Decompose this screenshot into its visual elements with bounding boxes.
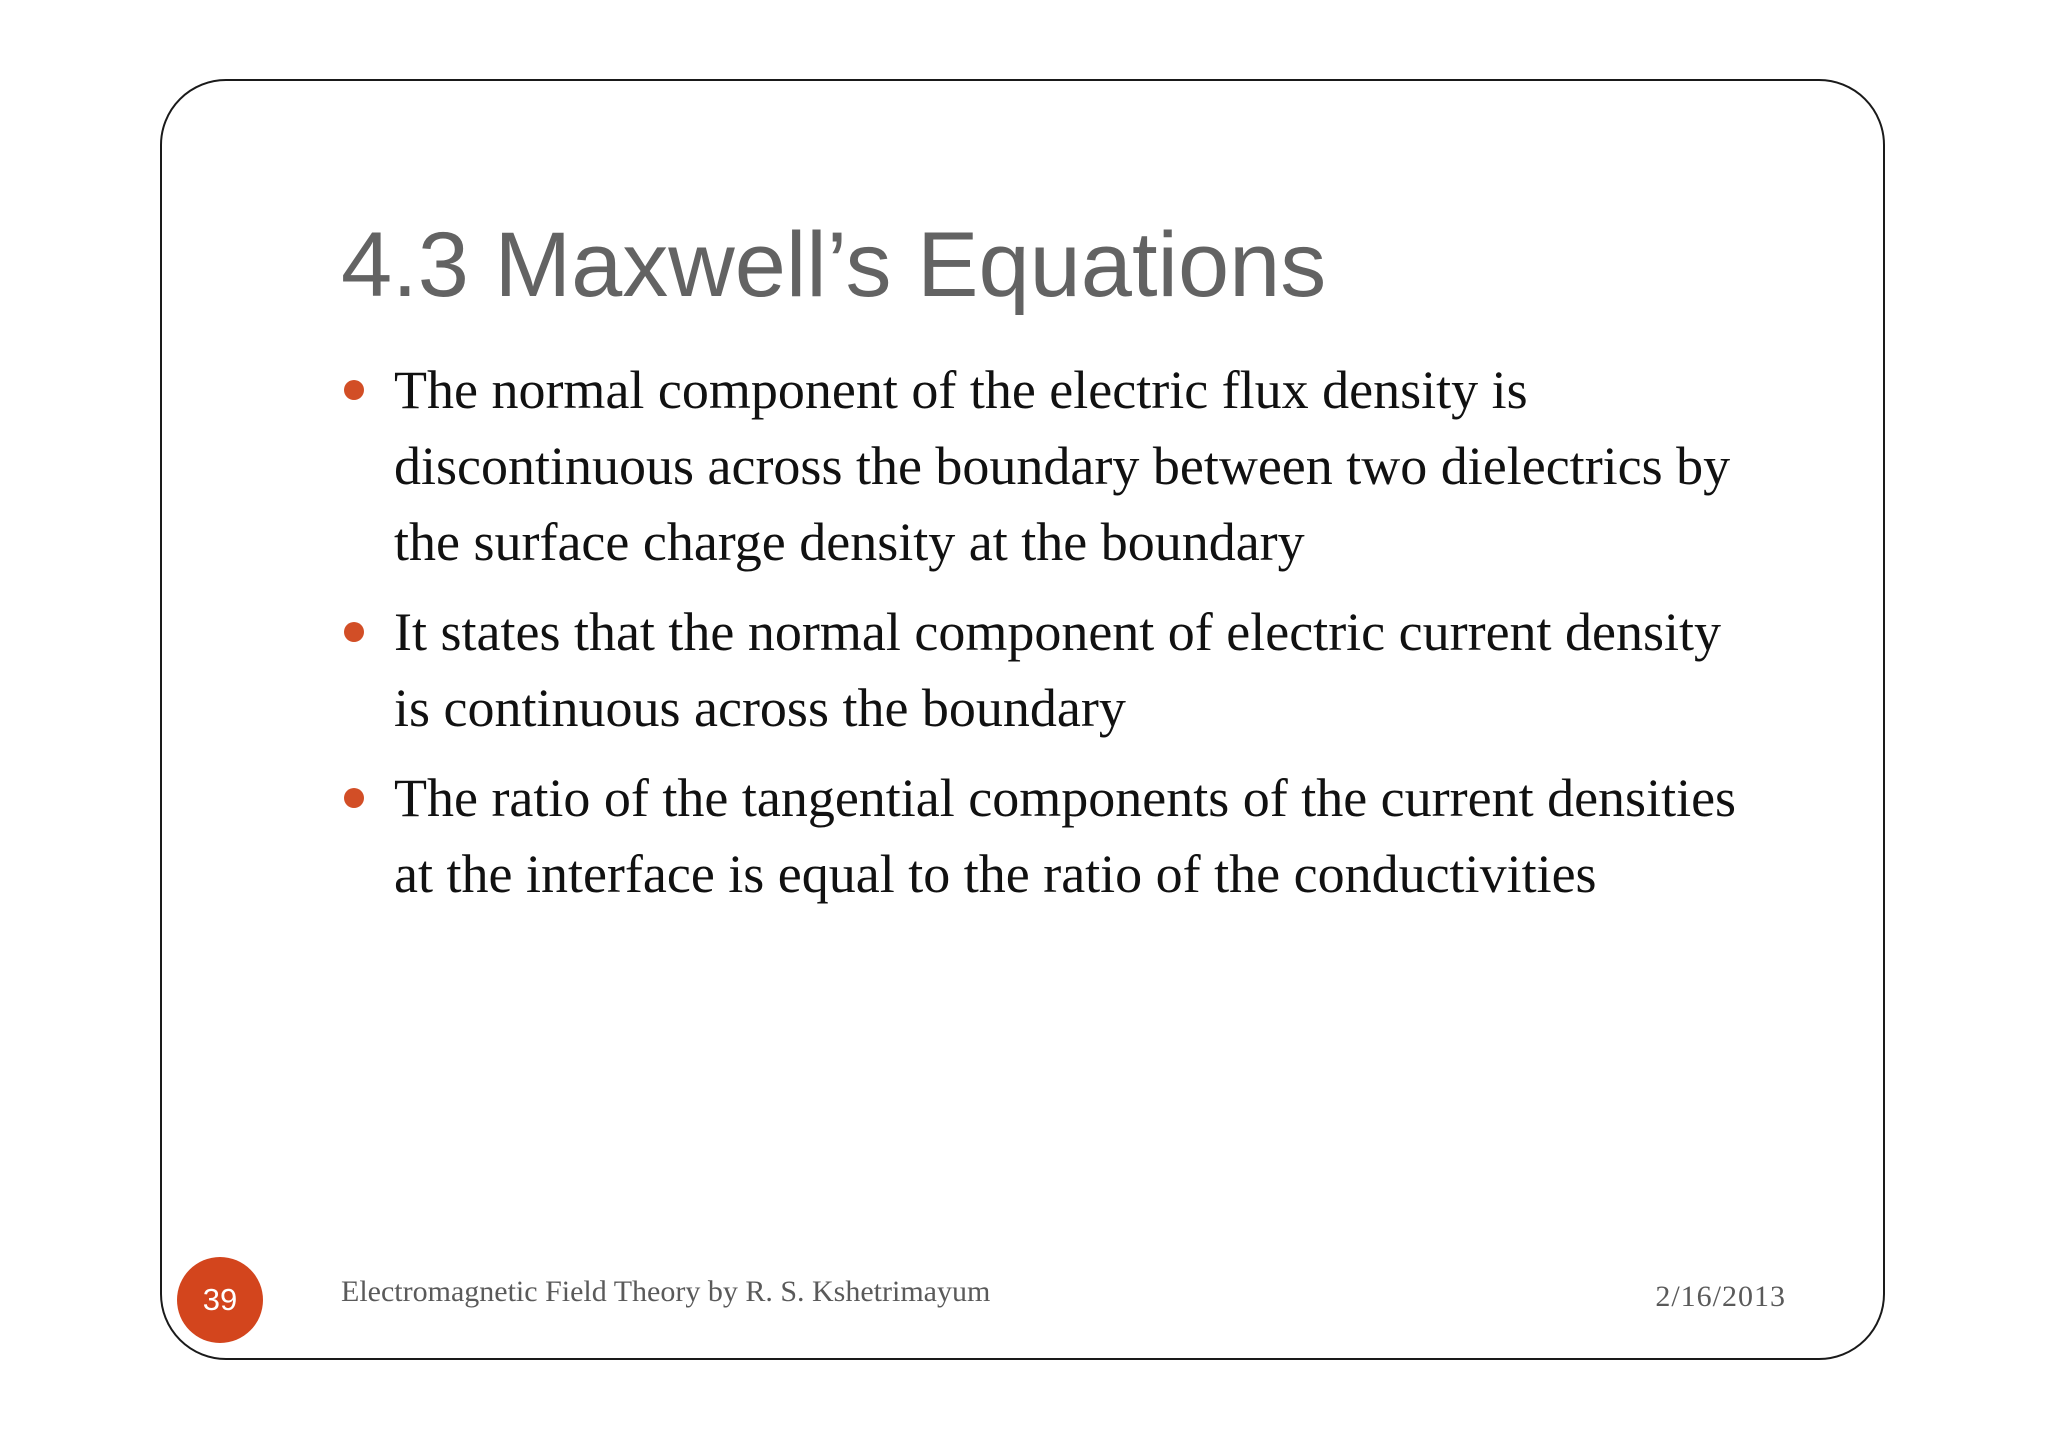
bullet-text: It states that the normal component of electric current density is continuous across the boundary [394,602,1722,738]
bullet-text: The ratio of the tangential components of the current densities at the interface is equal to the ratio of the conductivities [394,768,1737,904]
footer-date: 2/16/2013 [1655,1280,1786,1313]
bullet-dot-icon [344,788,364,808]
bullet-item [341,352,1761,580]
bullet-list [341,352,1761,926]
slide-title: 4.3 Maxwell’s Equations [341,214,1327,316]
bullet-dot-icon [344,622,364,642]
footer-author: Electromagnetic Field Theory by R. S. Kshetrimayum [341,1275,991,1308]
bullet-item [341,760,1761,912]
page-number-badge: 39 [177,1257,263,1343]
bullet-text: The normal component of the electric flux density is discontinuous across the boundary between two dielectrics by the surface charge density at the boundary [394,360,1731,572]
bullet-item [341,594,1761,746]
bullet-dot-icon [344,380,364,400]
